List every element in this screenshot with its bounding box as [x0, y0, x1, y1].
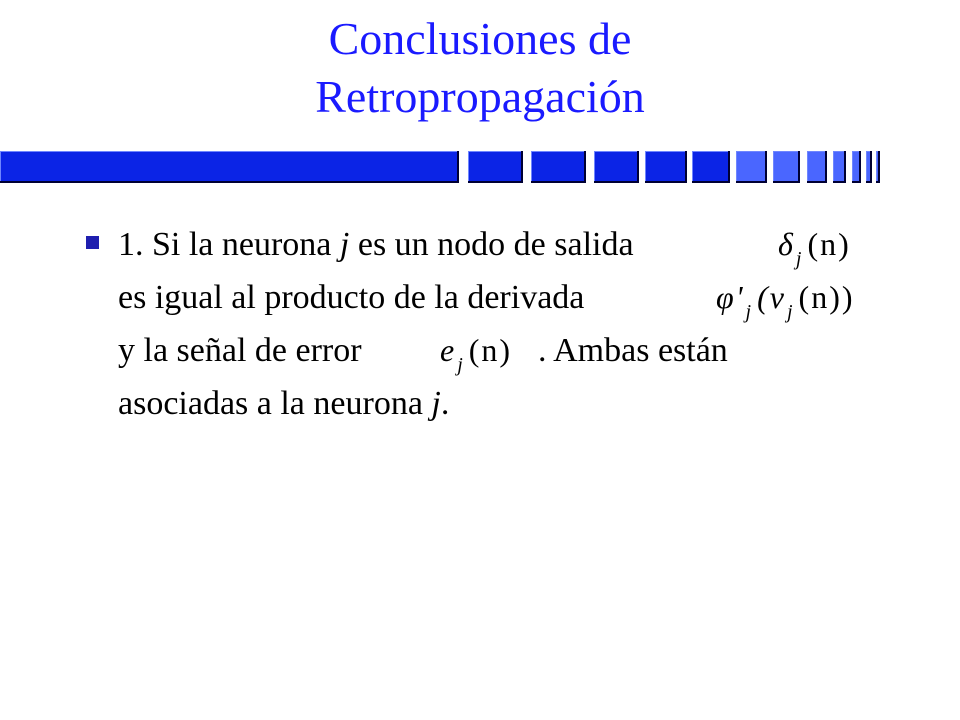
bar-segment-6: [736, 151, 767, 183]
line1-suffix: es un nodo de salida: [349, 226, 634, 263]
bullet-line-1: [118, 218, 918, 271]
bar-segment-12: [876, 151, 880, 183]
error-argument: (n): [468, 332, 513, 368]
bar-segment-1: [468, 151, 523, 183]
neuron-index-j: j: [339, 226, 350, 263]
error-symbol: e: [440, 332, 457, 368]
neuron-index-j-2: j: [431, 385, 441, 422]
error-subscript: j: [457, 354, 465, 376]
title-decoration-bar: [0, 151, 960, 183]
phi-open: (v: [757, 279, 786, 315]
line3-suffix: . Ambas están: [538, 332, 728, 369]
bar-segment-main: [0, 151, 459, 183]
bullet-text: [118, 218, 918, 430]
title-line-2: Retropropagación: [315, 71, 645, 122]
line2-text: es igual al producto de la derivada: [118, 279, 585, 316]
bar-segment-10: [852, 151, 861, 183]
phi-symbol: φ': [716, 279, 745, 315]
bar-segment-11: [866, 151, 872, 183]
delta-argument: (n): [807, 226, 851, 262]
bullet-marker: [86, 236, 99, 249]
line3-prefix: y la señal de error: [118, 332, 362, 369]
delta-symbol: δ: [778, 226, 795, 262]
delta-subscript: j: [795, 248, 804, 270]
bar-segment-2: [531, 151, 586, 183]
line4-prefix: asociadas a la neurona: [118, 385, 432, 422]
bar-segment-8: [807, 151, 827, 183]
slide-title: [0, 10, 960, 126]
bullet-line-4: [118, 377, 918, 430]
line1-prefix: 1. Si la neurona: [118, 226, 340, 263]
bar-segment-9: [833, 151, 846, 183]
bar-segment-7: [773, 151, 800, 183]
bullet-line-2: [118, 271, 918, 324]
bar-segment-3: [594, 151, 639, 183]
v-subscript: j: [786, 301, 795, 323]
bar-segment-5: [692, 151, 730, 183]
phi-subscript: j: [745, 301, 754, 323]
phi-argument: (n)): [798, 279, 855, 315]
bullet-line-3: [118, 324, 918, 377]
title-line-1: Conclusiones de: [328, 13, 632, 64]
line4-suffix: .: [440, 385, 450, 422]
bar-segment-4: [645, 151, 687, 183]
